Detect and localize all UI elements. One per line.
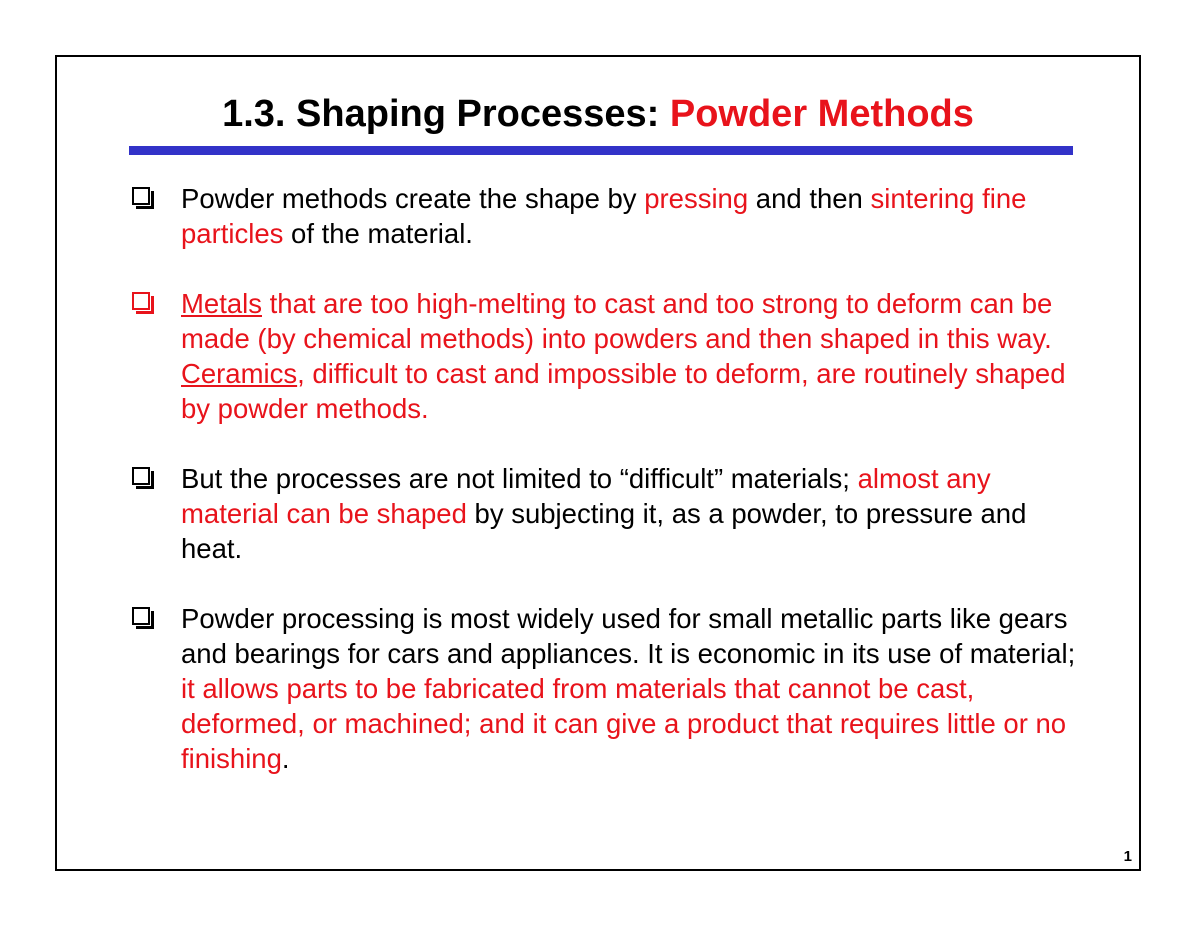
- title-main: 1.3. Shaping Processes:: [222, 93, 670, 135]
- checkbox-shadow-icon: [136, 471, 154, 489]
- bullet-2-underlined-2: Ceramics: [181, 358, 298, 389]
- bullet-1-text-2: and then: [748, 183, 871, 214]
- bullet-1-text-3: of the material.: [283, 218, 473, 249]
- bullet-1-text-1: Powder methods create the shape by: [181, 183, 645, 214]
- bullet-2-text-2: , difficult to cast and impossible to deform, are routinely shaped by powder methods.: [181, 358, 1066, 424]
- bullet-4-text-2: .: [281, 743, 290, 774]
- checkbox-shadow-icon: [136, 611, 154, 629]
- bullet-1-highlight-2: sintering fine particles: [181, 183, 1027, 249]
- slide-frame: [55, 55, 1141, 871]
- bullet-4: [126, 601, 1086, 776]
- page-number: 1: [1123, 848, 1132, 865]
- bullet-3: [126, 461, 1086, 566]
- bullet-1-highlight-1: pressing: [644, 183, 749, 214]
- bullet-4-text-1: Powder processing is most widely used for small metallic parts like gears and bearings for cars and appliances. It is economic in its use of material;: [181, 603, 1076, 669]
- title-underline-rule: [129, 146, 1073, 155]
- checkbox-shadow-icon: [136, 296, 154, 314]
- bullet-4-highlight-1: it allows parts to be fabricated from materials that cannot be cast, deformed, or machined; and it can give a product that requires little or no finishing: [181, 673, 1067, 774]
- bullet-2-underlined-1: Metals: [181, 288, 262, 319]
- bullet-list: [126, 181, 1086, 811]
- bullet-3-text-1: But the processes are not limited to “difficult” materials;: [181, 463, 858, 494]
- bullet-2: [126, 286, 1086, 426]
- bullet-2-text-1: that are too high-melting to cast and too strong to deform can be made (by chemical methods) into powders and then shaped in this way.: [181, 288, 1053, 354]
- slide-title: [57, 93, 1139, 136]
- title-highlight: Powder Methods: [669, 93, 974, 135]
- bullet-1: [126, 181, 1086, 251]
- bullet-3-text-2: by subjecting it, as a powder, to pressure and heat.: [181, 498, 1027, 564]
- checkbox-shadow-icon: [136, 191, 154, 209]
- bullet-3-highlight-1: almost any material can be shaped: [181, 463, 991, 529]
